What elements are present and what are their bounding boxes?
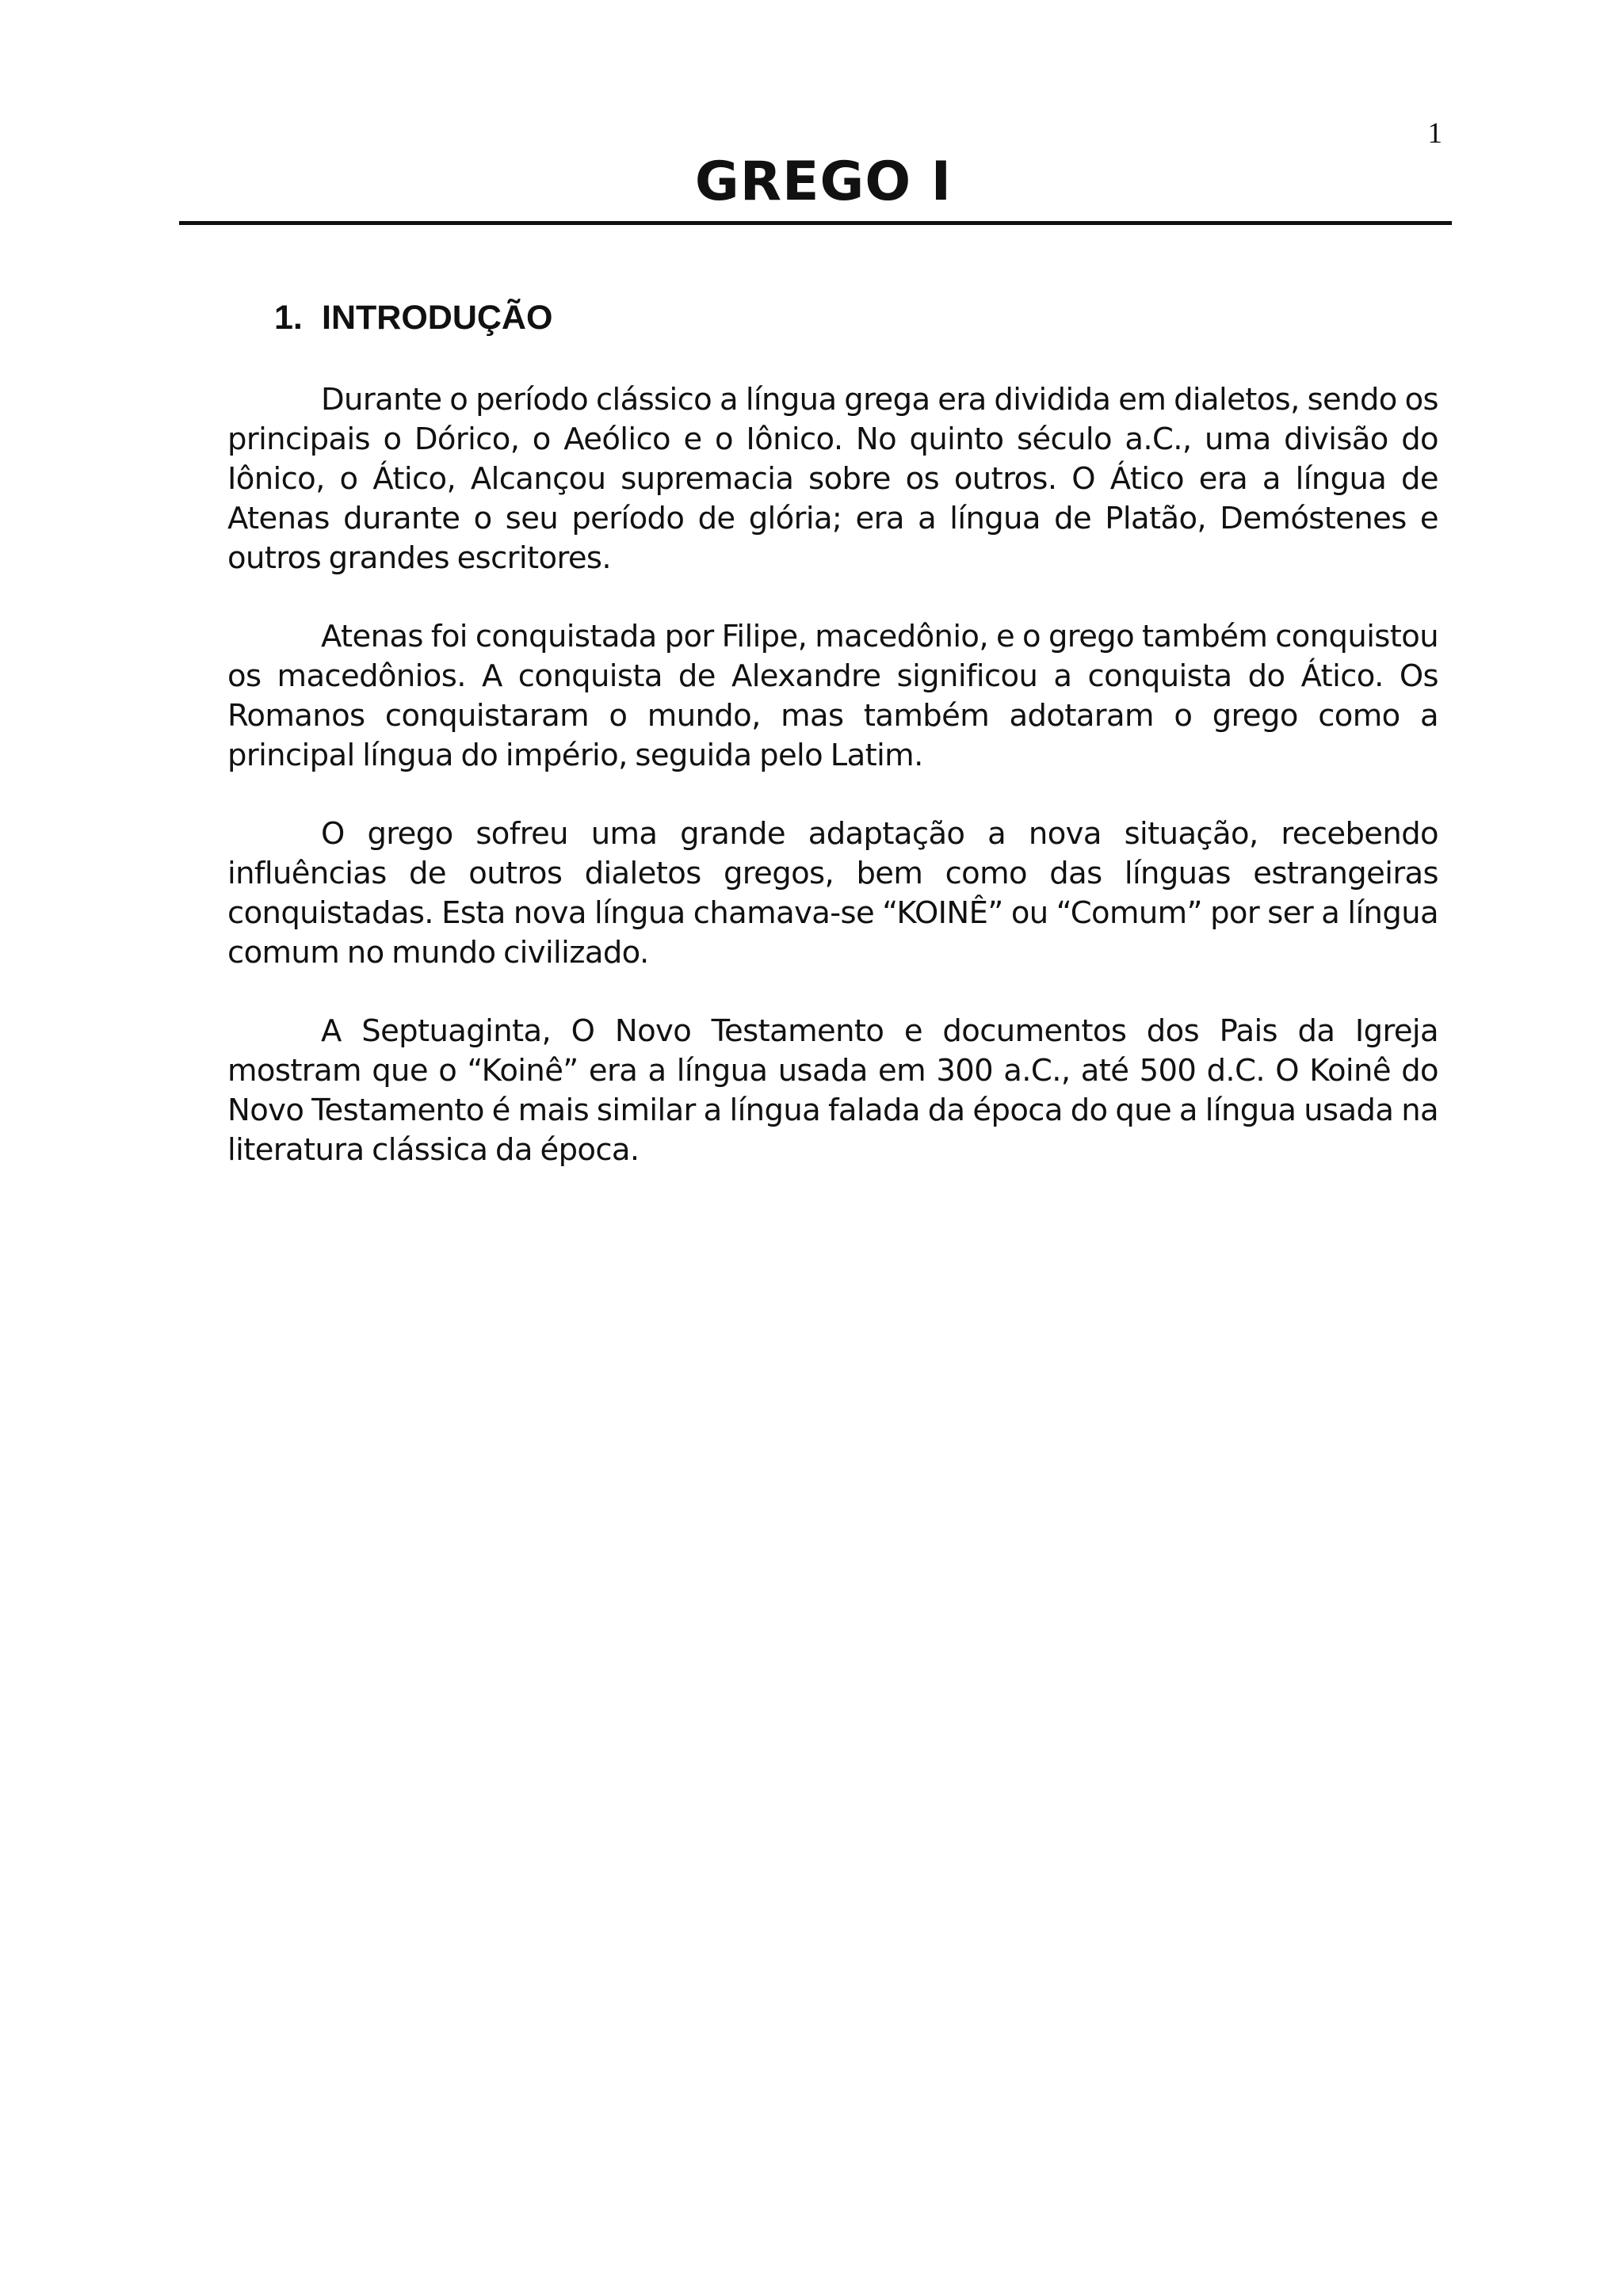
paragraph-3: O grego sofreu uma grande adaptação a nova situação, recebendo influências de outros dialetos gregos, bem como das línguas estrangeiras conquistadas. Esta nova língua chamava-se “KOINÊ” ou “Comum” por ser a língua comum no mundo civilizado. — [227, 816, 1438, 971]
paragraph-2: Atenas foi conquistada por Filipe, macedônio, e o grego também conquistou os macedônios. A conquista de Alexandre significou a conquista do Ático. Os Romanos conquistaram o mundo, mas também adotaram o grego como a principal língua do império, seguida pelo Latim. — [227, 619, 1438, 773]
paragraph-1: Durante o período clássico a língua grega era dividida em dialetos, sendo os principais o Dórico, o Aeólico e o Iônico. No quinto século a.C., uma divisão do Iônico, o Ático, Alcançou supremacia sobre os outros. O Ático era a língua de Atenas durante o seu período de glória; era a língua de Platão, Demóstenes e outros grandes escritores. — [227, 382, 1438, 576]
section-title: INTRODUÇÃO — [322, 299, 553, 337]
body-text — [227, 380, 1438, 1209]
page-number: 1 — [1427, 117, 1442, 150]
title-underline — [179, 221, 1452, 225]
section-heading — [274, 301, 552, 335]
section-number: 1. — [274, 299, 303, 337]
page-title: GREGO I — [694, 151, 953, 213]
paragraph-4: A Septuaginta, O Novo Testamento e documentos dos Pais da Igreja mostram que o “Koinê” era a língua usada em 300 a.C., até 500 d.C. O Koinê do Novo Testamento é mais similar a língua falada da época do que a língua usada na literatura clássica da época. — [227, 1013, 1438, 1168]
